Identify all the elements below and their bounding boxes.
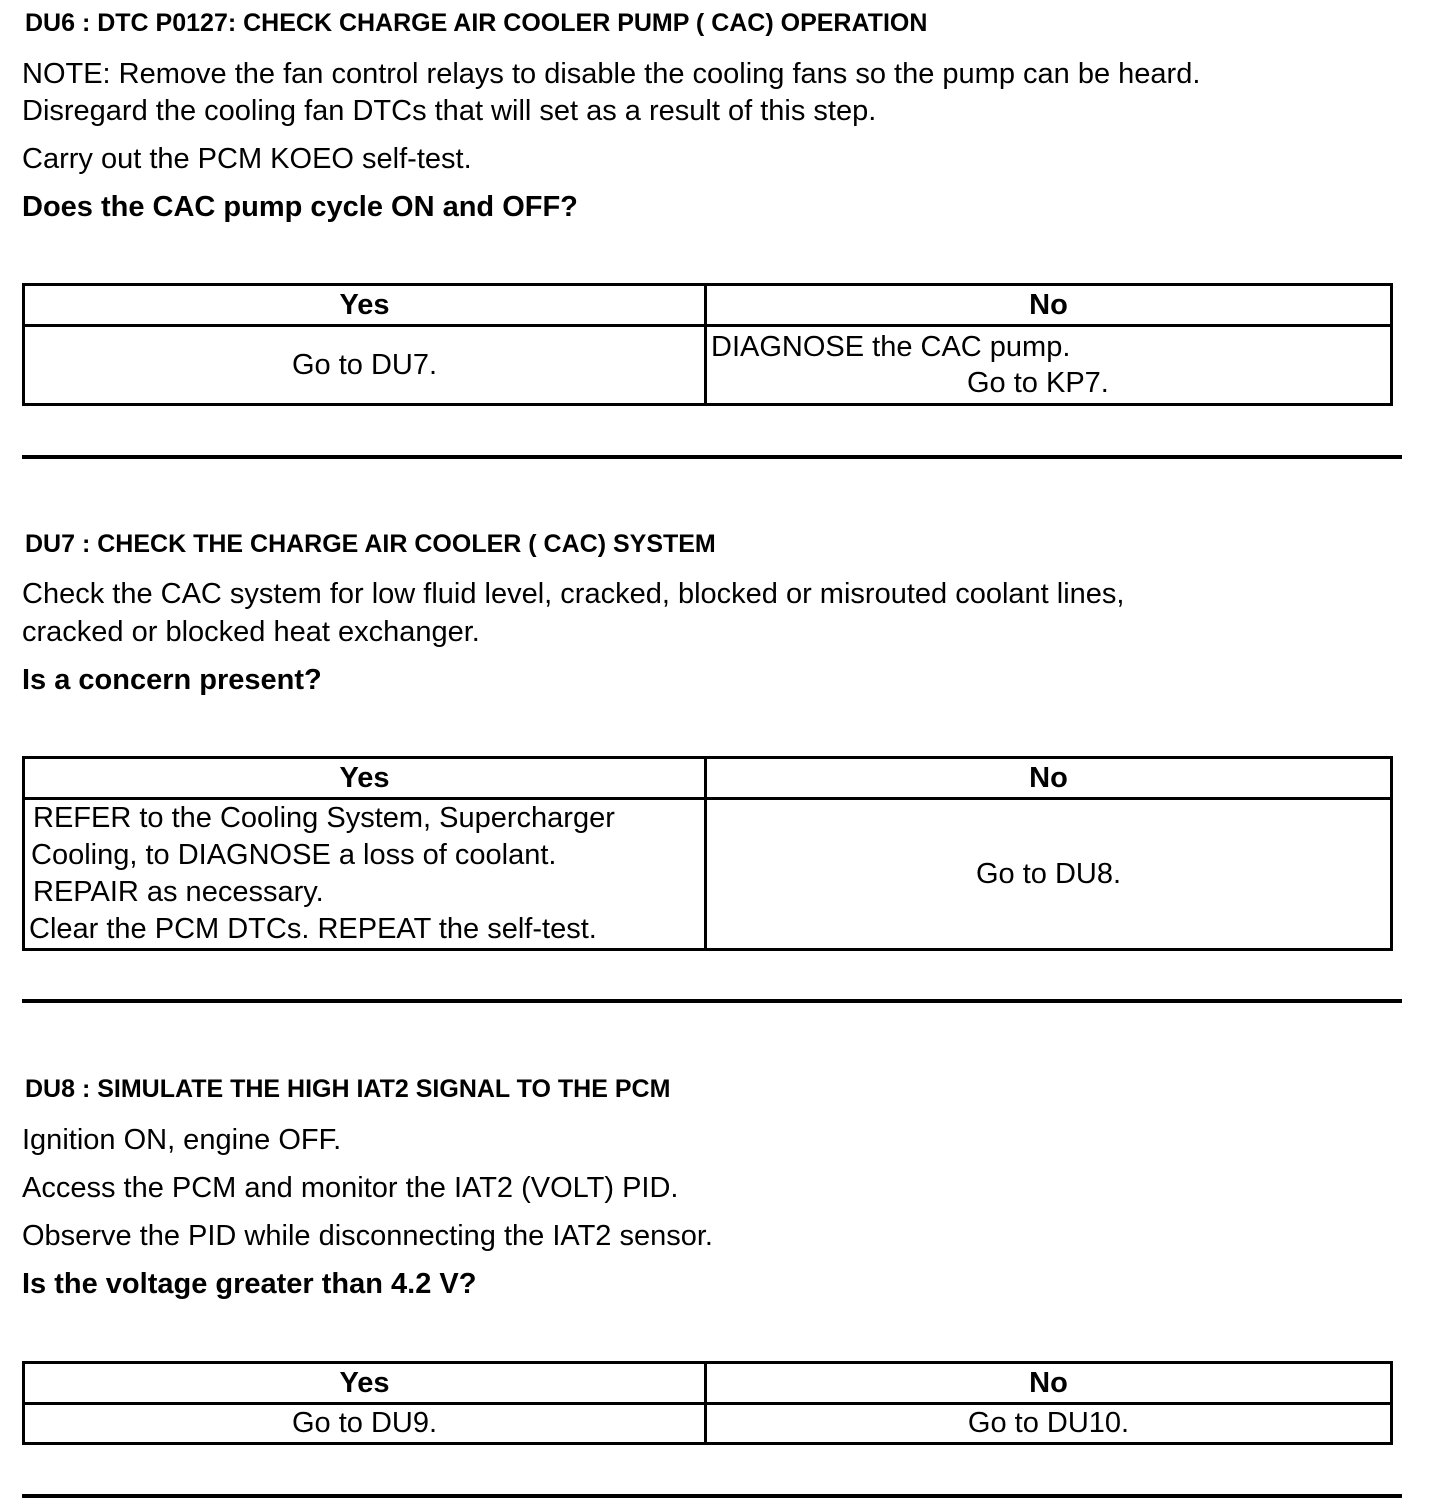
du6-no-action-line2: Go to KP7. <box>967 367 1109 399</box>
du7-yes-no-table <box>22 756 1393 951</box>
du8-yes-action: Go to DU9. <box>24 1404 706 1444</box>
du6-note-line2: Disregard the cooling fan DTCs that will set as a result of this step. <box>22 95 877 127</box>
du6-step: Carry out the PCM KOEO self-test. <box>22 143 472 175</box>
du8-heading: DU8 : SIMULATE THE HIGH IAT2 SIGNAL TO THE PCM <box>25 1075 671 1103</box>
du8-question: Is the voltage greater than 4.2 V? <box>22 1268 477 1300</box>
du7-step-line2: cracked or blocked heat exchanger. <box>22 616 480 648</box>
du7-yes-action-line2: Cooling, to DIAGNOSE a loss of coolant. <box>31 839 557 871</box>
du7-yes-action-line4: Clear the PCM DTCs. REPEAT the self-test. <box>29 913 597 945</box>
du6-heading: DU6 : DTC P0127: CHECK CHARGE AIR COOLER PUMP ( CAC) OPERATION <box>25 9 928 37</box>
du6-no-action-cell <box>706 326 1392 405</box>
du6-note-line1: NOTE: Remove the fan control relays to disable the cooling fans so the pump can be heard. <box>22 58 1201 90</box>
du7-step-line1: Check the CAC system for low fluid level, cracked, blocked or misrouted coolant lines, <box>22 578 1125 610</box>
du8-no-header: No <box>706 1363 1392 1404</box>
du6-no-action-line1: DIAGNOSE the CAC pump. <box>711 331 1071 363</box>
du6-yes-no-table <box>22 283 1393 406</box>
du6-no-header: No <box>706 285 1392 326</box>
du8-step2: Access the PCM and monitor the IAT2 (VOLT) PID. <box>22 1172 679 1204</box>
du7-yes-action-line1: REFER to the Cooling System, Supercharger <box>33 802 615 834</box>
du8-yes-header: Yes <box>24 1363 706 1404</box>
du7-yes-action-line3: REPAIR as necessary. <box>33 876 324 908</box>
du6-question: Does the CAC pump cycle ON and OFF? <box>22 191 578 223</box>
section-divider <box>22 999 1402 1003</box>
du7-yes-header: Yes <box>24 758 706 799</box>
du8-no-action: Go to DU10. <box>706 1404 1392 1444</box>
du8-step3: Observe the PID while disconnecting the IAT2 sensor. <box>22 1220 713 1252</box>
du6-yes-header: Yes <box>24 285 706 326</box>
du7-yes-action-cell <box>24 799 706 950</box>
du7-no-action: Go to DU8. <box>706 799 1392 950</box>
section-divider <box>22 455 1402 459</box>
section-divider <box>22 1494 1402 1498</box>
du7-question: Is a concern present? <box>22 664 322 696</box>
du7-heading: DU7 : CHECK THE CHARGE AIR COOLER ( CAC) SYSTEM <box>25 530 716 558</box>
du7-no-header: No <box>706 758 1392 799</box>
du6-yes-action: Go to DU7. <box>24 326 706 405</box>
du8-step1: Ignition ON, engine OFF. <box>22 1124 342 1156</box>
du8-yes-no-table <box>22 1361 1393 1445</box>
